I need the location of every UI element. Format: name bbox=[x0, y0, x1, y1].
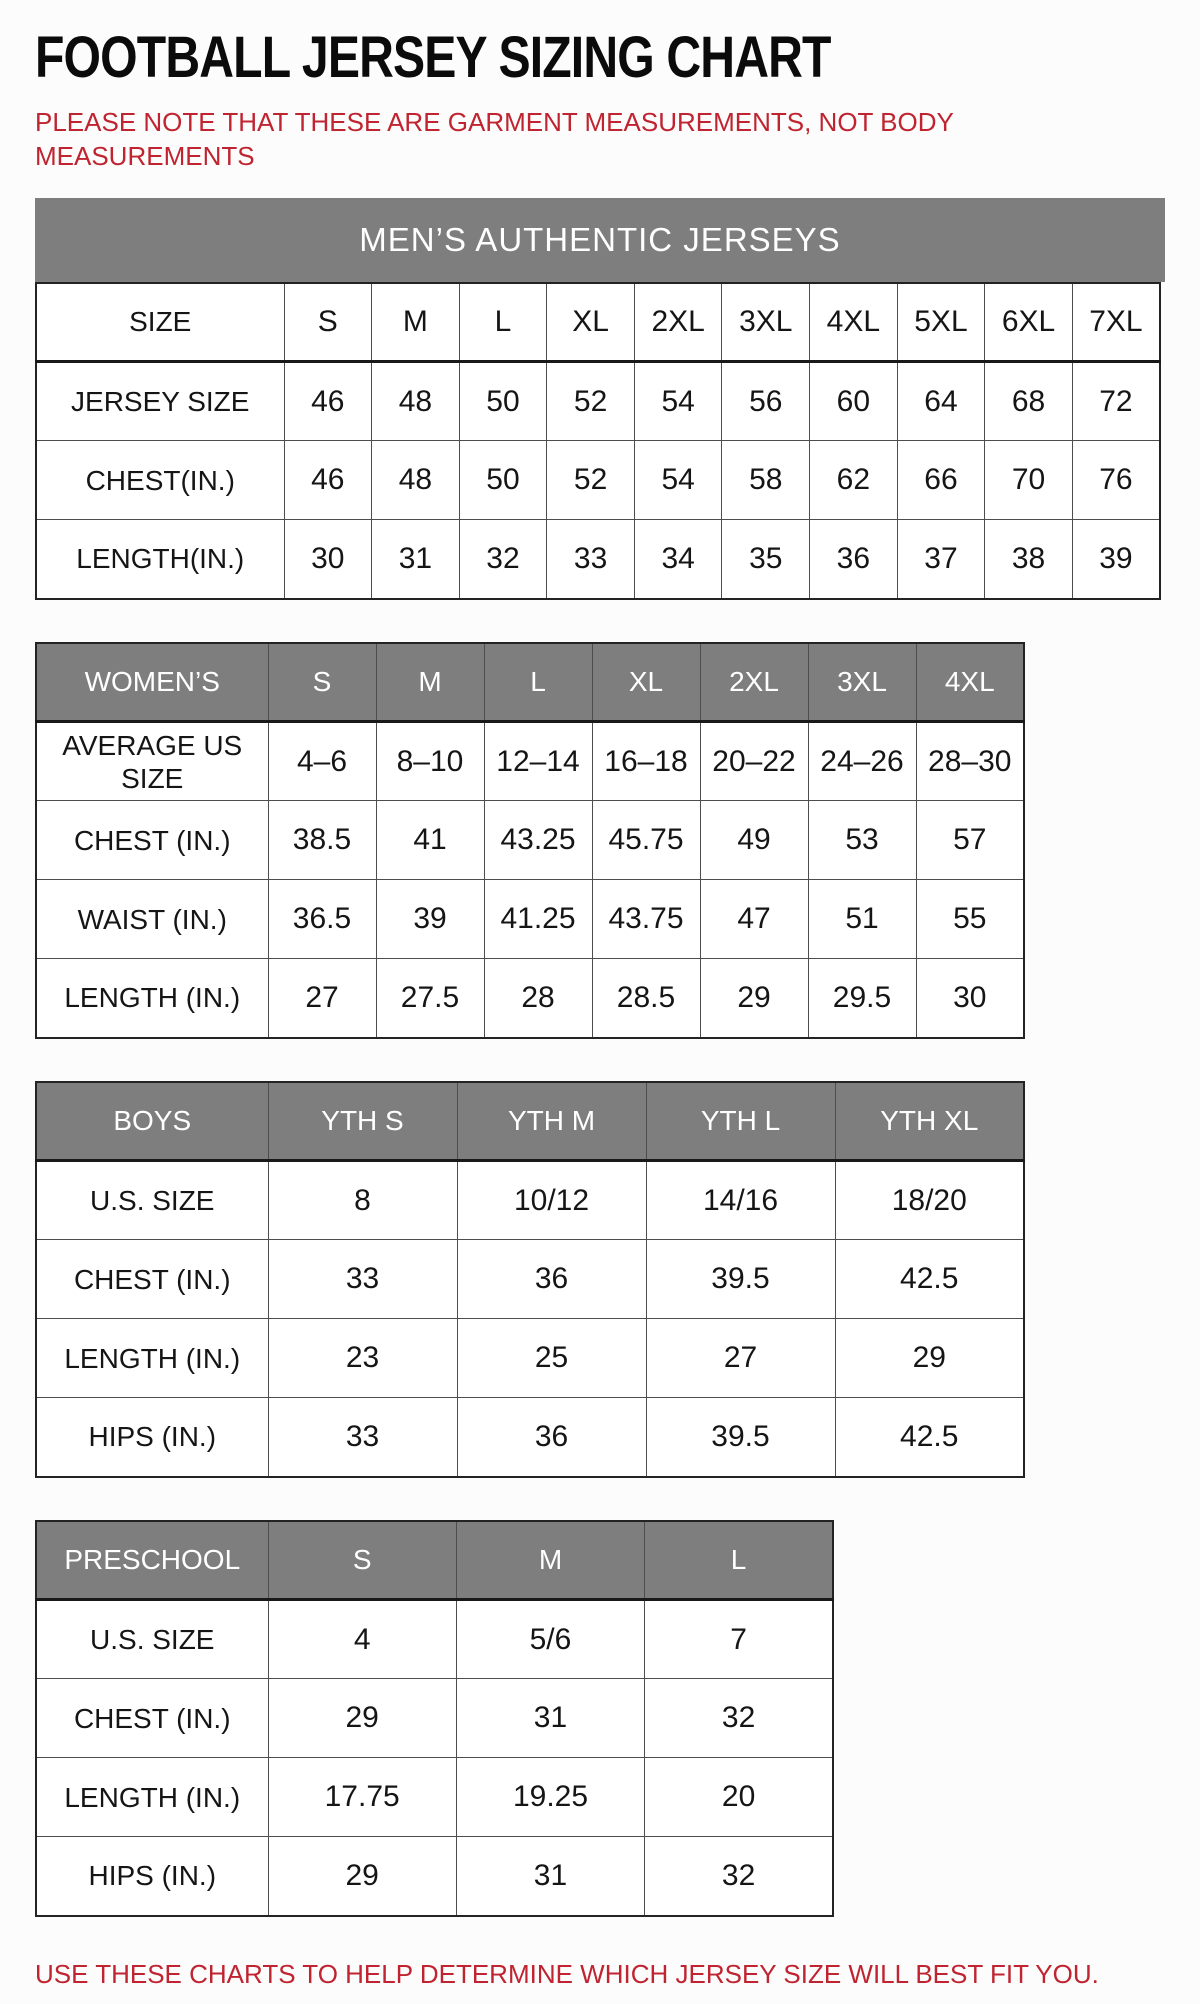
womens-row bbox=[36, 722, 1024, 801]
cell: 28.5 bbox=[592, 959, 700, 1038]
boys-row bbox=[36, 1161, 1024, 1240]
cell: 50 bbox=[459, 441, 547, 520]
cell: 39 bbox=[376, 880, 484, 959]
cell: 7 bbox=[645, 1600, 833, 1679]
cell: 28 bbox=[484, 959, 592, 1038]
cell: 30 bbox=[916, 959, 1024, 1038]
cell: 23 bbox=[268, 1319, 457, 1398]
cell: 41 bbox=[376, 801, 484, 880]
cell: 39 bbox=[1072, 520, 1160, 599]
womens-column-header: 2XL bbox=[700, 643, 808, 722]
womens-row bbox=[36, 801, 1024, 880]
cell: 36 bbox=[810, 520, 898, 599]
row-label: U.S. SIZE bbox=[36, 1161, 268, 1240]
table-womens bbox=[35, 642, 1165, 1039]
mens-row bbox=[36, 441, 1160, 520]
cell: 58 bbox=[722, 441, 810, 520]
cell: 51 bbox=[808, 880, 916, 959]
row-label: LENGTH (IN.) bbox=[36, 1319, 268, 1398]
mens-header-label: SIZE bbox=[36, 283, 284, 362]
womens-column-header: M bbox=[376, 643, 484, 722]
womens-column-header: XL bbox=[592, 643, 700, 722]
cell: 47 bbox=[700, 880, 808, 959]
row-label: HIPS (IN.) bbox=[36, 1398, 268, 1477]
cell: 39.5 bbox=[646, 1398, 835, 1477]
row-label: HIPS (IN.) bbox=[36, 1837, 268, 1916]
cell: 38 bbox=[985, 520, 1073, 599]
cell: 25 bbox=[457, 1319, 646, 1398]
mens-column-header: 2XL bbox=[634, 283, 722, 362]
womens-row bbox=[36, 880, 1024, 959]
womens-column-header: 4XL bbox=[916, 643, 1024, 722]
cell: 48 bbox=[372, 441, 460, 520]
cell: 56 bbox=[722, 362, 810, 441]
page-title: FOOTBALL JERSEY SIZING CHART bbox=[35, 23, 831, 90]
cell: 20–22 bbox=[700, 722, 808, 801]
mens-banner: MEN’S AUTHENTIC JERSEYS bbox=[35, 198, 1165, 282]
row-label: CHEST (IN.) bbox=[36, 1240, 268, 1319]
cell: 17.75 bbox=[268, 1758, 456, 1837]
womens-header-label: WOMEN’S bbox=[36, 643, 268, 722]
cell: 66 bbox=[897, 441, 985, 520]
boys-row bbox=[36, 1319, 1024, 1398]
boys-header-row bbox=[36, 1082, 1024, 1161]
cell: 18/20 bbox=[835, 1161, 1024, 1240]
cell: 32 bbox=[645, 1837, 833, 1916]
cell: 33 bbox=[268, 1398, 457, 1477]
cell: 36 bbox=[457, 1398, 646, 1477]
row-label: JERSEY SIZE bbox=[36, 362, 284, 441]
cell: 68 bbox=[985, 362, 1073, 441]
preschool-column-header: S bbox=[268, 1521, 456, 1600]
row-label: U.S. SIZE bbox=[36, 1600, 268, 1679]
cell: 42.5 bbox=[835, 1398, 1024, 1477]
row-label: AVERAGE US SIZE bbox=[36, 722, 268, 801]
preschool-column-header: L bbox=[645, 1521, 833, 1600]
mens-column-header: 3XL bbox=[722, 283, 810, 362]
tables-container bbox=[35, 198, 1165, 1917]
womens-grid bbox=[35, 642, 1025, 1039]
mens-header-row bbox=[36, 283, 1160, 362]
cell: 29 bbox=[700, 959, 808, 1038]
cell: 33 bbox=[547, 520, 635, 599]
cell: 45.75 bbox=[592, 801, 700, 880]
cell: 76 bbox=[1072, 441, 1160, 520]
cell: 27 bbox=[268, 959, 376, 1038]
cell: 12–14 bbox=[484, 722, 592, 801]
row-label: CHEST(IN.) bbox=[36, 441, 284, 520]
preschool-row bbox=[36, 1600, 833, 1679]
cell: 50 bbox=[459, 362, 547, 441]
cell: 72 bbox=[1072, 362, 1160, 441]
cell: 35 bbox=[722, 520, 810, 599]
mens-column-header: 6XL bbox=[985, 283, 1073, 362]
row-label: CHEST (IN.) bbox=[36, 801, 268, 880]
cell: 27.5 bbox=[376, 959, 484, 1038]
boys-row bbox=[36, 1398, 1024, 1477]
cell: 46 bbox=[284, 441, 372, 520]
mens-column-header: L bbox=[459, 283, 547, 362]
cell: 52 bbox=[547, 441, 635, 520]
cell: 8 bbox=[268, 1161, 457, 1240]
cell: 28–30 bbox=[916, 722, 1024, 801]
cell: 19.25 bbox=[456, 1758, 644, 1837]
cell: 27 bbox=[646, 1319, 835, 1398]
mens-column-header: 5XL bbox=[897, 283, 985, 362]
cell: 54 bbox=[634, 362, 722, 441]
womens-column-header: 3XL bbox=[808, 643, 916, 722]
preschool-grid bbox=[35, 1520, 834, 1917]
preschool-header-row bbox=[36, 1521, 833, 1600]
boys-column-header: YTH XL bbox=[835, 1082, 1024, 1161]
cell: 46 bbox=[284, 362, 372, 441]
womens-column-header: S bbox=[268, 643, 376, 722]
cell: 43.75 bbox=[592, 880, 700, 959]
womens-column-header: L bbox=[484, 643, 592, 722]
mens-column-header: 4XL bbox=[810, 283, 898, 362]
cell: 31 bbox=[372, 520, 460, 599]
cell: 29.5 bbox=[808, 959, 916, 1038]
cell: 10/12 bbox=[457, 1161, 646, 1240]
row-label: LENGTH (IN.) bbox=[36, 1758, 268, 1837]
boys-row bbox=[36, 1240, 1024, 1319]
cell: 29 bbox=[835, 1319, 1024, 1398]
table-preschool bbox=[35, 1520, 1165, 1917]
womens-header-row bbox=[36, 643, 1024, 722]
cell: 31 bbox=[456, 1837, 644, 1916]
row-label: CHEST (IN.) bbox=[36, 1679, 268, 1758]
preschool-row bbox=[36, 1758, 833, 1837]
cell: 62 bbox=[810, 441, 898, 520]
cell: 32 bbox=[645, 1679, 833, 1758]
cell: 29 bbox=[268, 1837, 456, 1916]
cell: 37 bbox=[897, 520, 985, 599]
boys-grid bbox=[35, 1081, 1025, 1478]
cell: 41.25 bbox=[484, 880, 592, 959]
mens-column-header: M bbox=[372, 283, 460, 362]
boys-column-header: YTH M bbox=[457, 1082, 646, 1161]
mens-grid bbox=[35, 282, 1161, 600]
boys-column-header: YTH L bbox=[646, 1082, 835, 1161]
mens-row bbox=[36, 520, 1160, 599]
preschool-header-label: PRESCHOOL bbox=[36, 1521, 268, 1600]
cell: 60 bbox=[810, 362, 898, 441]
cell: 24–26 bbox=[808, 722, 916, 801]
cell: 5/6 bbox=[456, 1600, 644, 1679]
cell: 36.5 bbox=[268, 880, 376, 959]
boys-header-label: BOYS bbox=[36, 1082, 268, 1161]
preschool-row bbox=[36, 1837, 833, 1916]
cell: 53 bbox=[808, 801, 916, 880]
cell: 8–10 bbox=[376, 722, 484, 801]
cell: 30 bbox=[284, 520, 372, 599]
cell: 29 bbox=[268, 1679, 456, 1758]
cell: 43.25 bbox=[484, 801, 592, 880]
cell: 42.5 bbox=[835, 1240, 1024, 1319]
cell: 49 bbox=[700, 801, 808, 880]
cell: 33 bbox=[268, 1240, 457, 1319]
mens-row bbox=[36, 362, 1160, 441]
cell: 31 bbox=[456, 1679, 644, 1758]
row-label: LENGTH(IN.) bbox=[36, 520, 284, 599]
boys-column-header: YTH S bbox=[268, 1082, 457, 1161]
cell: 16–18 bbox=[592, 722, 700, 801]
cell: 57 bbox=[916, 801, 1024, 880]
cell: 34 bbox=[634, 520, 722, 599]
mens-column-header: XL bbox=[547, 283, 635, 362]
womens-row bbox=[36, 959, 1024, 1038]
cell: 39.5 bbox=[646, 1240, 835, 1319]
table-mens bbox=[35, 198, 1165, 600]
preschool-column-header: M bbox=[456, 1521, 644, 1600]
cell: 52 bbox=[547, 362, 635, 441]
cell: 54 bbox=[634, 441, 722, 520]
cell: 64 bbox=[897, 362, 985, 441]
mens-column-header: 7XL bbox=[1072, 283, 1160, 362]
row-label: LENGTH (IN.) bbox=[36, 959, 268, 1038]
cell: 55 bbox=[916, 880, 1024, 959]
cell: 70 bbox=[985, 441, 1073, 520]
cell: 20 bbox=[645, 1758, 833, 1837]
cell: 32 bbox=[459, 520, 547, 599]
cell: 14/16 bbox=[646, 1161, 835, 1240]
table-boys bbox=[35, 1081, 1165, 1478]
preschool-row bbox=[36, 1679, 833, 1758]
cell: 4–6 bbox=[268, 722, 376, 801]
mens-column-header: S bbox=[284, 283, 372, 362]
footer-note: USE THESE CHARTS TO HELP DETERMINE WHICH JERSEY SIZE WILL BEST FIT YOU. bbox=[35, 1958, 1099, 1989]
cell: 38.5 bbox=[268, 801, 376, 880]
garment-measurements-note: PLEASE NOTE THAT THESE ARE GARMENT MEASUREMENTS, NOT BODY MEASUREMENTS bbox=[35, 107, 954, 172]
row-label: WAIST (IN.) bbox=[36, 880, 268, 959]
cell: 36 bbox=[457, 1240, 646, 1319]
cell: 48 bbox=[372, 362, 460, 441]
cell: 4 bbox=[268, 1600, 456, 1679]
